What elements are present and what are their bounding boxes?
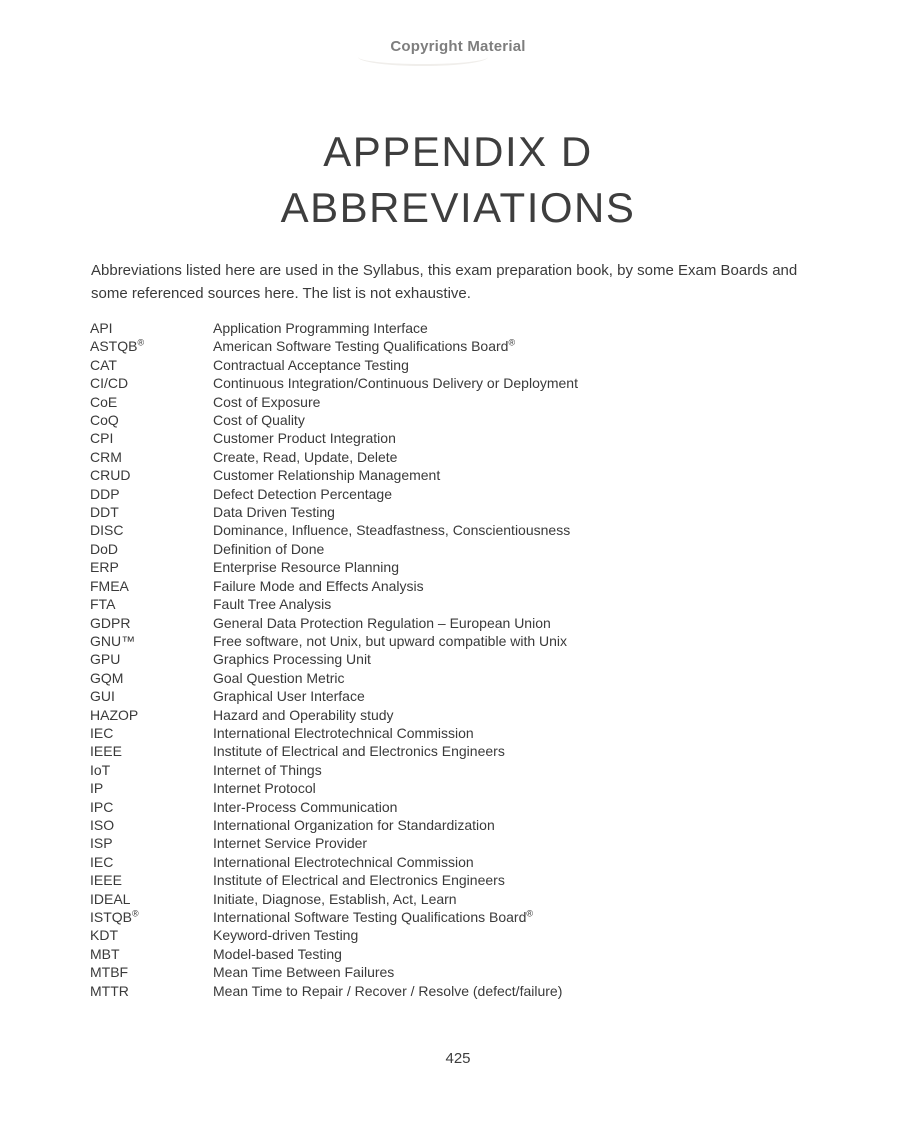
abbreviation-row — [90, 908, 830, 926]
abbreviation-text: GNU™ — [90, 632, 136, 649]
definition-text: Cost of Exposure — [213, 393, 321, 410]
abbreviation-row — [90, 614, 830, 632]
abbreviation-row — [90, 890, 830, 908]
abbreviation-cell — [90, 816, 213, 834]
abbreviation-cell — [90, 706, 213, 724]
intro-paragraph: Abbreviations listed here are used in the Syllabus, this exam preparation book, by some Exam Boards and some referenced sources here. The list is not exhaustive. — [91, 262, 798, 302]
abbreviation-cell — [90, 319, 213, 337]
definition-cell — [213, 614, 830, 632]
definition-cell — [213, 669, 830, 687]
definition-text: Initiate, Diagnose, Establish, Act, Learn — [213, 890, 457, 907]
abbreviation-row — [90, 779, 830, 797]
abbreviation-cell — [90, 614, 213, 632]
abbreviation-row — [90, 540, 830, 558]
definition-text: American Software Testing Qualifications Board — [213, 338, 509, 355]
abbreviation-cell — [90, 908, 213, 926]
definition-cell — [213, 853, 830, 871]
definition-cell — [213, 337, 830, 355]
definition-text: Customer Relationship Management — [213, 467, 441, 484]
abbreviation-row — [90, 411, 830, 429]
definition-text: Internet of Things — [213, 761, 322, 778]
abbreviation-text: DoD — [90, 540, 119, 557]
abbreviation-text: IDEAL — [90, 890, 131, 907]
definition-text: Graphics Processing Unit — [213, 651, 371, 668]
abbreviation-text: ISO — [90, 816, 115, 833]
definition-text: General Data Protection Regulation – European Union — [213, 614, 551, 631]
abbreviation-row — [90, 466, 830, 484]
abbreviation-text: ISP — [90, 835, 113, 852]
definition-superscript: ® — [526, 908, 534, 919]
abbreviation-text: HAZOP — [90, 706, 139, 723]
definition-cell — [213, 779, 830, 797]
abbreviation-row — [90, 356, 830, 374]
abbreviation-row — [90, 485, 830, 503]
definition-text: Internet Service Provider — [213, 835, 368, 852]
abbreviation-cell — [90, 558, 213, 576]
definition-text: Institute of Electrical and Electronics Engineers — [213, 872, 505, 889]
abbreviation-text: KDT — [90, 927, 118, 944]
abbreviation-text: IEEE — [90, 872, 122, 889]
abbreviation-row — [90, 871, 830, 889]
abbreviation-text: GQM — [90, 669, 124, 686]
definition-cell — [213, 319, 830, 337]
abbreviation-cell — [90, 374, 213, 392]
definition-text: Institute of Electrical and Electronics Engineers — [213, 743, 505, 760]
abbreviation-row — [90, 834, 830, 852]
abbreviation-cell — [90, 595, 213, 613]
abbreviation-row — [90, 558, 830, 576]
abbreviation-text: CRM — [90, 448, 122, 465]
abbreviation-cell — [90, 650, 213, 668]
definition-cell — [213, 687, 830, 705]
abbreviation-cell — [90, 761, 213, 779]
definition-cell — [213, 926, 830, 944]
definition-cell — [213, 595, 830, 613]
abbreviation-cell — [90, 485, 213, 503]
abbreviation-row — [90, 393, 830, 411]
abbreviation-row — [90, 982, 830, 1000]
abbreviation-cell — [90, 411, 213, 429]
abbreviation-cell — [90, 669, 213, 687]
abbreviation-row — [90, 429, 830, 447]
abbreviation-cell — [90, 540, 213, 558]
abbreviation-row — [90, 742, 830, 760]
abbreviation-row — [90, 761, 830, 779]
definition-text: Model-based Testing — [213, 945, 342, 962]
definition-text: Hazard and Operability study — [213, 706, 394, 723]
abbreviation-text: MTTR — [90, 982, 129, 999]
definition-cell — [213, 577, 830, 595]
abbreviation-row — [90, 374, 830, 392]
abbreviation-row — [90, 337, 830, 355]
abbreviation-text: IPC — [90, 798, 114, 815]
definition-cell — [213, 466, 830, 484]
page-title — [0, 124, 916, 236]
definition-superscript: ® — [508, 337, 516, 348]
definition-text: Mean Time to Repair / Recover / Resolve (defect/failure) — [213, 982, 563, 999]
abbreviation-text: CPI — [90, 430, 114, 447]
definition-text: International Software Testing Qualifications Board — [213, 909, 527, 925]
abbreviation-text: GUI — [90, 688, 115, 705]
abbreviation-row — [90, 853, 830, 871]
abbreviation-cell — [90, 834, 213, 852]
definition-text: International Electrotechnical Commission — [213, 853, 474, 870]
title-line-appendix: APPENDIX D — [323, 128, 593, 175]
abbreviation-superscript: ® — [137, 337, 145, 348]
abbreviation-cell — [90, 890, 213, 908]
abbreviation-text: CRUD — [90, 467, 131, 484]
definition-cell — [213, 558, 830, 576]
abbreviation-row — [90, 963, 830, 981]
abbreviation-superscript: ® — [132, 908, 139, 919]
abbreviation-text: CI/CD — [90, 375, 129, 392]
definition-cell — [213, 798, 830, 816]
definition-text: Create, Read, Update, Delete — [213, 448, 398, 465]
definition-cell — [213, 429, 830, 447]
abbreviation-cell — [90, 356, 213, 374]
abbreviation-cell — [90, 632, 213, 650]
abbreviation-cell — [90, 945, 213, 963]
abbreviation-text: GPU — [90, 651, 121, 668]
abbreviation-cell — [90, 687, 213, 705]
abbreviation-text: ISTQB — [90, 909, 133, 925]
abbreviation-text: MBT — [90, 945, 120, 962]
abbreviation-text: DDT — [90, 504, 119, 521]
definition-cell — [213, 393, 830, 411]
definition-cell — [213, 356, 830, 374]
definition-text: Cost of Quality — [213, 412, 305, 429]
abbreviation-row — [90, 577, 830, 595]
abbreviation-cell — [90, 963, 213, 981]
abbreviation-row — [90, 650, 830, 668]
abbreviation-text: IEC — [90, 853, 114, 870]
abbreviation-cell — [90, 798, 213, 816]
abbreviation-cell — [90, 926, 213, 944]
abbreviation-text: CoQ — [90, 412, 119, 429]
definition-text: Mean Time Between Failures — [213, 964, 395, 981]
definition-cell — [213, 485, 830, 503]
abbreviation-row — [90, 926, 830, 944]
abbreviation-row — [90, 816, 830, 834]
abbreviation-cell — [90, 982, 213, 1000]
abbreviation-cell — [90, 724, 213, 742]
abbreviation-text: IoT — [90, 761, 111, 778]
definition-text: Fault Tree Analysis — [213, 596, 332, 613]
abbreviation-row — [90, 687, 830, 705]
definition-text: Continuous Integration/Continuous Delivery or Deployment — [213, 375, 578, 392]
definition-text: Data Driven Testing — [213, 504, 335, 521]
abbreviation-cell — [90, 577, 213, 595]
definition-cell — [213, 374, 830, 392]
abbreviation-row — [90, 798, 830, 816]
abbreviation-text: ASTQB — [90, 338, 138, 355]
abbreviation-row — [90, 319, 830, 337]
abbreviation-cell — [90, 779, 213, 797]
abbreviation-row — [90, 632, 830, 650]
definition-text: Inter-Process Communication — [213, 798, 398, 815]
abbreviation-text: IEEE — [90, 743, 122, 760]
definition-cell — [213, 834, 830, 852]
abbreviation-list — [90, 319, 830, 1000]
abbreviation-cell — [90, 466, 213, 484]
abbreviation-row — [90, 945, 830, 963]
abbreviation-cell — [90, 337, 213, 355]
definition-cell — [213, 632, 830, 650]
definition-cell — [213, 871, 830, 889]
abbreviation-row — [90, 521, 830, 539]
definition-text: International Electrotechnical Commission — [213, 724, 474, 741]
abbreviation-cell — [90, 521, 213, 539]
definition-text: Internet Protocol — [213, 780, 316, 797]
definition-text: Failure Mode and Effects Analysis — [213, 577, 424, 594]
abbreviation-text: API — [90, 320, 113, 336]
definition-text: Contractual Acceptance Testing — [213, 356, 409, 373]
definition-text: Defect Detection Percentage — [213, 485, 392, 502]
definition-text: Dominance, Influence, Steadfastness, Conscientiousness — [213, 522, 571, 539]
abbreviation-text: FTA — [90, 596, 116, 613]
definition-cell — [213, 816, 830, 834]
page-number: 425 — [445, 1050, 471, 1067]
abbreviation-row — [90, 595, 830, 613]
abbreviation-row — [90, 706, 830, 724]
definition-cell — [213, 724, 830, 742]
definition-text: Enterprise Resource Planning — [213, 559, 399, 576]
abbreviation-cell — [90, 429, 213, 447]
abbreviation-cell — [90, 853, 213, 871]
definition-text: International Organization for Standardization — [213, 816, 495, 833]
abbreviation-text: MTBF — [90, 964, 129, 981]
definition-text: Application Programming Interface — [213, 320, 428, 336]
definition-cell — [213, 411, 830, 429]
definition-text: Customer Product Integration — [213, 430, 396, 447]
definition-cell — [213, 908, 830, 926]
definition-cell — [213, 761, 830, 779]
abbreviation-text: IP — [90, 780, 104, 797]
abbreviation-row — [90, 503, 830, 521]
abbreviation-text: DISC — [90, 522, 124, 539]
definition-cell — [213, 448, 830, 466]
abbreviation-text: CoE — [90, 393, 118, 410]
abbreviation-cell — [90, 871, 213, 889]
definition-text: Definition of Done — [213, 540, 325, 557]
abbreviation-text: CAT — [90, 356, 117, 373]
abbreviation-cell — [90, 742, 213, 760]
copyright-header: Copyright Material — [390, 38, 526, 55]
definition-cell — [213, 650, 830, 668]
definition-cell — [213, 503, 830, 521]
definition-text: Keyword-driven Testing — [213, 927, 359, 944]
abbreviation-text: IEC — [90, 724, 114, 741]
definition-cell — [213, 742, 830, 760]
definition-text: Free software, not Unix, but upward compatible with Unix — [213, 632, 568, 649]
abbreviation-cell — [90, 503, 213, 521]
definition-cell — [213, 945, 830, 963]
abbreviation-text: GDPR — [90, 614, 131, 631]
abbreviation-row — [90, 669, 830, 687]
abbreviation-text: ERP — [90, 559, 119, 576]
definition-text: Goal Question Metric — [213, 669, 345, 686]
title-line-abbreviations: ABBREVIATIONS — [280, 184, 636, 231]
definition-cell — [213, 706, 830, 724]
abbreviation-row — [90, 724, 830, 742]
definition-cell — [213, 890, 830, 908]
abbreviation-cell — [90, 448, 213, 466]
definition-text: Graphical User Interface — [213, 688, 365, 705]
definition-cell — [213, 521, 830, 539]
definition-cell — [213, 982, 830, 1000]
abbreviation-cell — [90, 393, 213, 411]
definition-cell — [213, 963, 830, 981]
abbreviation-row — [90, 448, 830, 466]
definition-cell — [213, 540, 830, 558]
abbreviation-text: FMEA — [90, 577, 129, 594]
abbreviation-text: DDP — [90, 485, 120, 502]
